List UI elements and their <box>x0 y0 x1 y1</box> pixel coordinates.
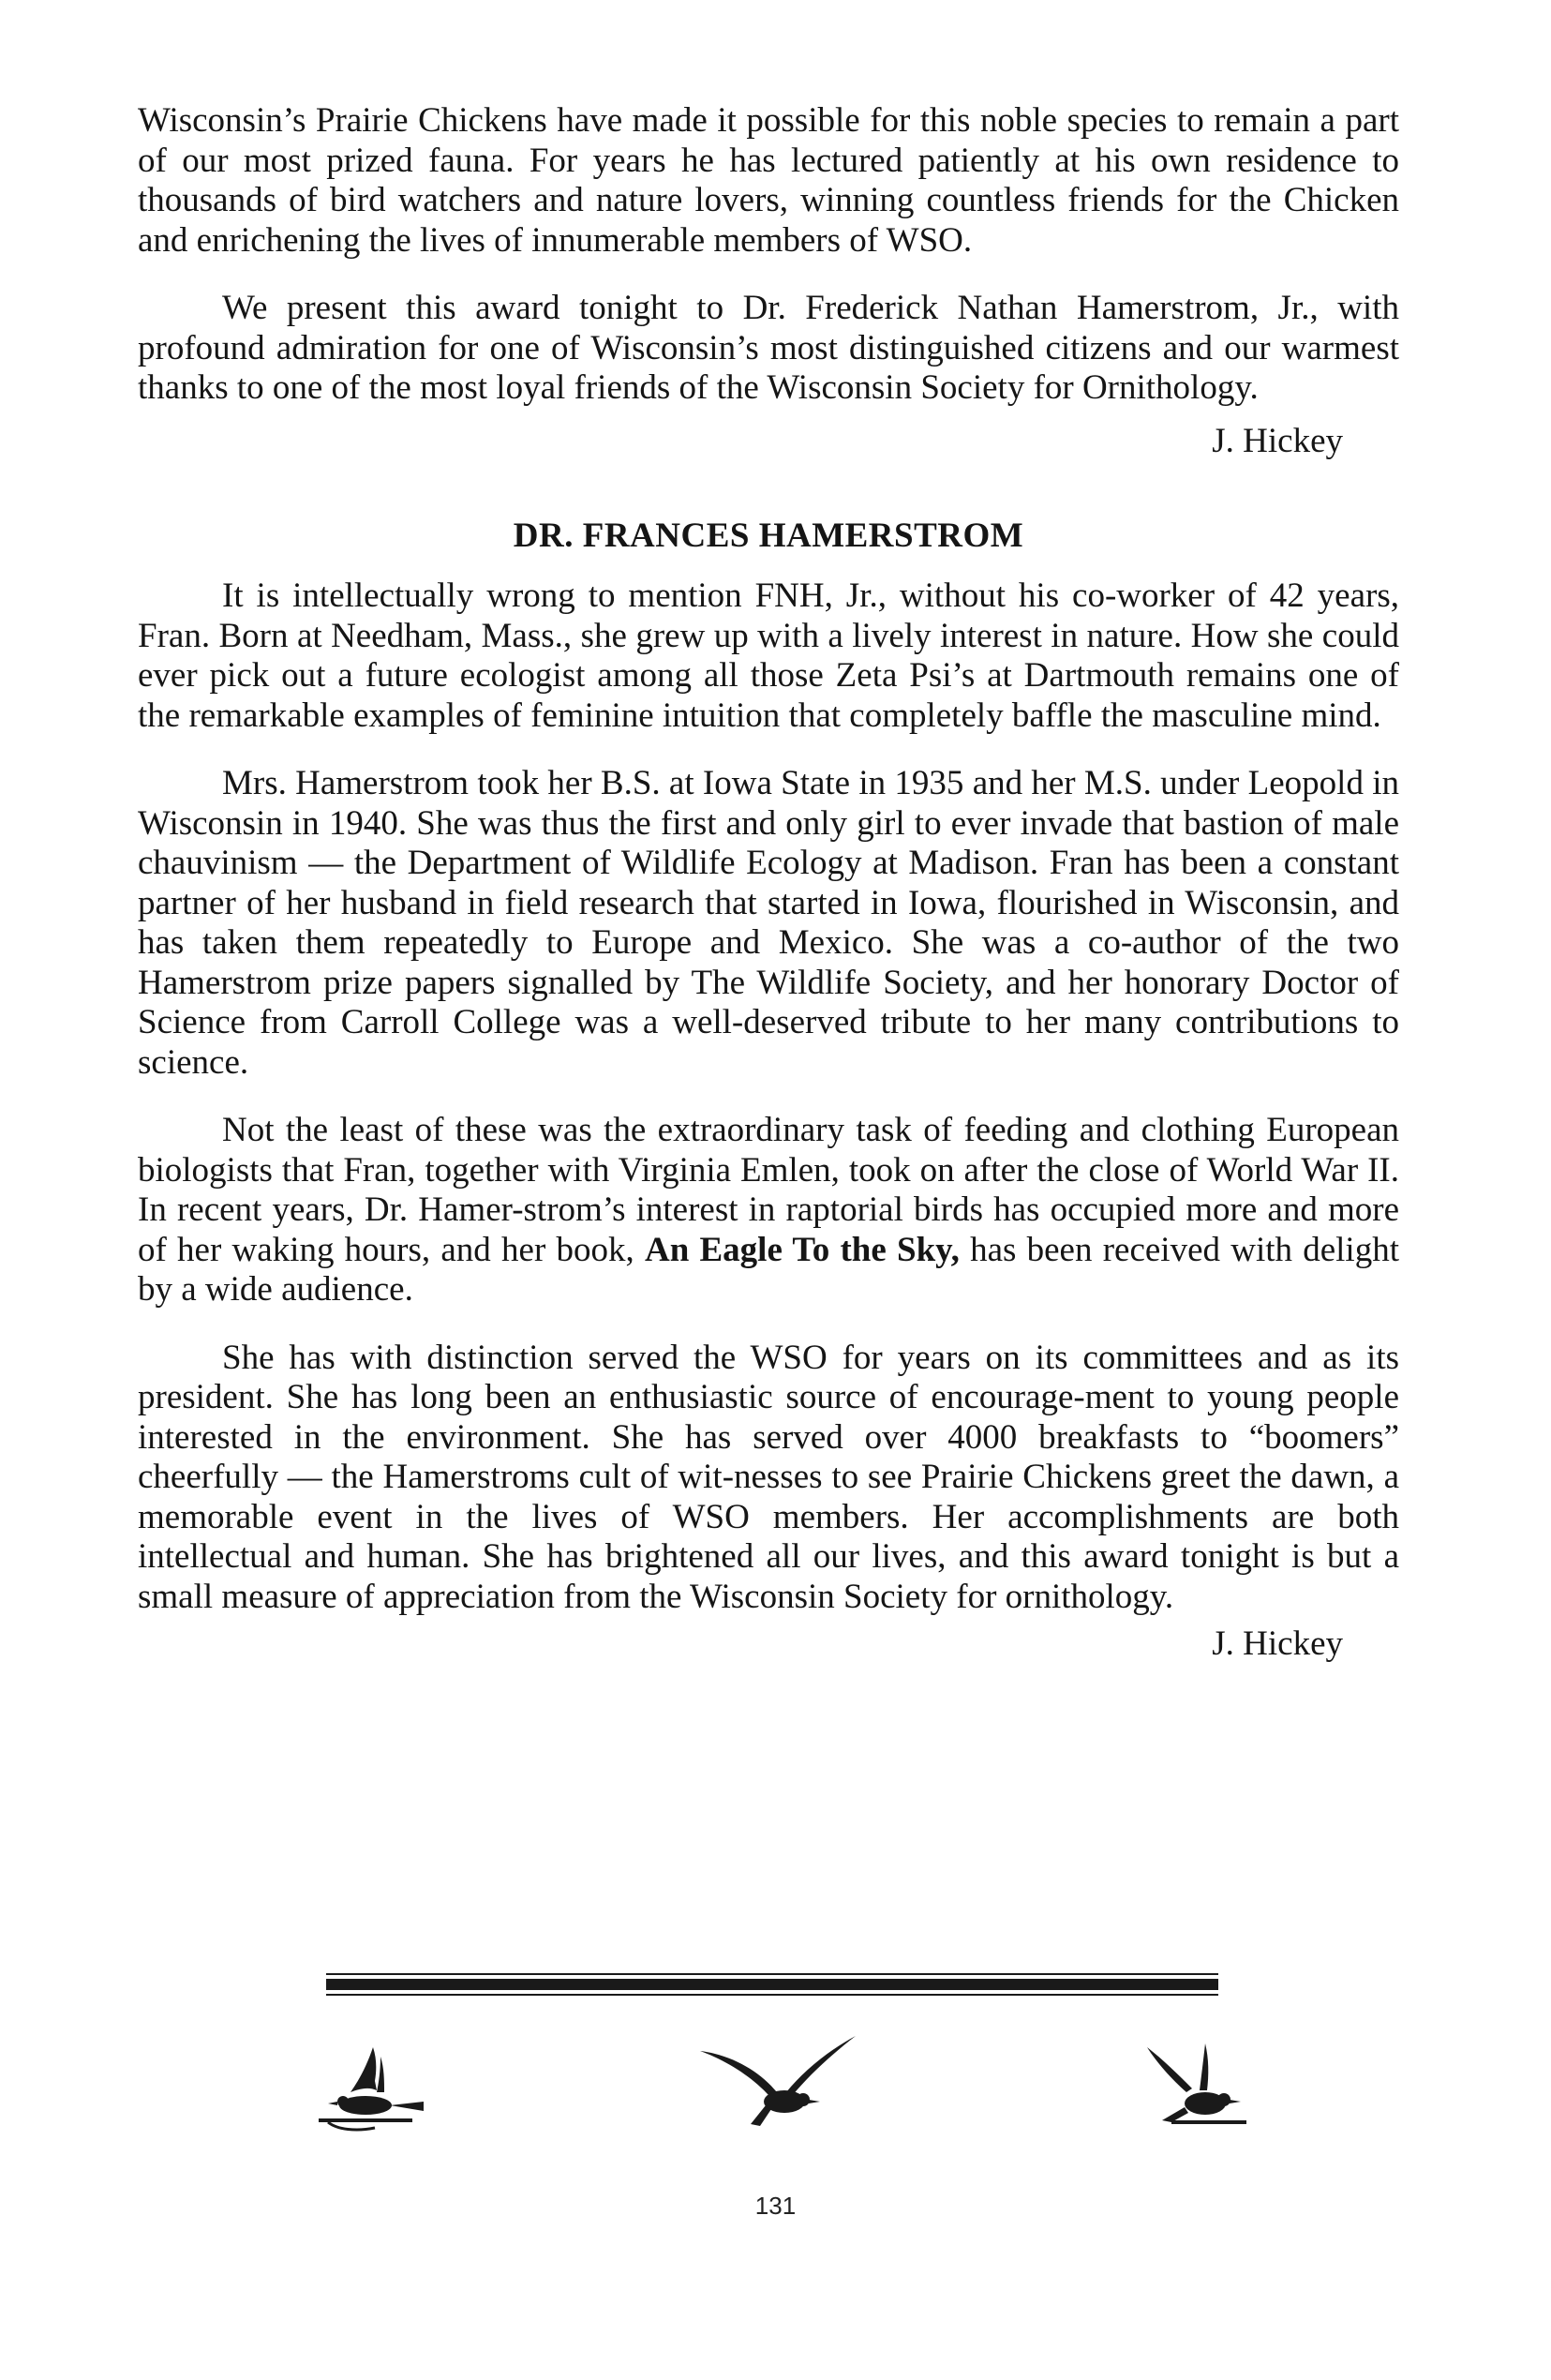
rule-line-thick <box>326 1979 1218 1990</box>
paragraph-prairie-chickens: Wisconsin’s Prairie Chickens have made it possible for this noble species to remain a part of our most prized fauna. For years he has lectured patiently at his own residence to thousands of bird watchers and nature lovers, winning countless friends for the Chicken and enrichening the lives of innumerable members of WSO. <box>138 101 1399 260</box>
paragraph-fran-service: She has with distinction served the WSO for years on its committees and as its president. She has long been an enthusiastic source of encourage-ment to young people interested in the environment. She has served over 4000 breakfasts to “boomers” cheerfully — the Hamerstroms cult of wit-nesses to see Prairie Chickens greet the dawn, a memorable event in the lives of WSO members. Her accomplishments are both intellectual and human. She has brightened all our lives, and this award tonight is but a small measure of appreciation from the Wisconsin Society for ornithology. <box>138 1338 1399 1616</box>
article-body <box>138 101 1399 1665</box>
landing-bird-icon <box>1143 2042 1256 2140</box>
career-text-end: has been received with delight by a wide audience. <box>138 1230 1399 1309</box>
page-number: 131 <box>754 2192 797 2220</box>
rule-line-top <box>326 1973 1218 1975</box>
section-heading: DR. FRANCES HAMERSTROM <box>513 516 1024 555</box>
signature-hickey-2: J. Hickey <box>1212 1624 1343 1663</box>
bird-ornaments <box>0 2025 1551 2156</box>
career-text-start: Not the least of these was the extraordinary task of feeding and clothing European biologists that Fran, together with Virginia Emlen, took on after the close of World War II. In recent years, Dr. Hamer-strom’s interest in raptorial birds has occupied more and more of her waking hours, and her book, <box>138 1111 1399 1269</box>
paragraph-fran-education: Mrs. Hamerstrom took her B.S. at Iowa State in 1935 and her M.S. under Leopold in Wisconsin in 1940. She was thus the first and only girl to ever invade that bastion of male chauvinism — the Department of Wildlife Ecology at Madison. Fran has been a constant partner of her husband in field research that started in Iowa, flourished in Wisconsin, and has taken them repeatedly to Europe and Mexico. She was a co-author of the two Hamerstrom prize papers signalled by The Wildlife Society, and her honorary Doctor of Science from Carroll College was a well-deserved tribute to her many contributions to science. <box>138 764 1399 1082</box>
rule-line-bottom <box>326 1994 1218 1996</box>
paragraph-fran-career <box>138 1111 1399 1310</box>
paragraph-award-presentation: We present this award tonight to Dr. Frederick Nathan Hamerstrom, Jr., with profound admiration for one of Wisconsin’s most distinguished citizens and our warmest thanks to one of the most loyal friends of the Wisconsin Society for Ornithology. <box>138 289 1399 407</box>
perched-bird-icon <box>319 2043 426 2142</box>
paragraph-fran-intro: It is intellectually wrong to mention FNH, Jr., without his co-worker of 42 years, Fran. Born at Needham, Mass., she grew up with a lively interest in nature. How she could ever pick out a future ecologist among all those Zeta Psi’s at Dartmouth remains one of the remarkable examples of feminine intuition that completely baffle the masculine mind. <box>138 576 1399 735</box>
flying-bird-icon <box>698 2034 858 2137</box>
signature-hickey-1: J. Hickey <box>1212 421 1343 460</box>
book-title: An Eagle To the Sky, <box>644 1230 960 1269</box>
decorative-rule <box>326 1973 1218 2011</box>
